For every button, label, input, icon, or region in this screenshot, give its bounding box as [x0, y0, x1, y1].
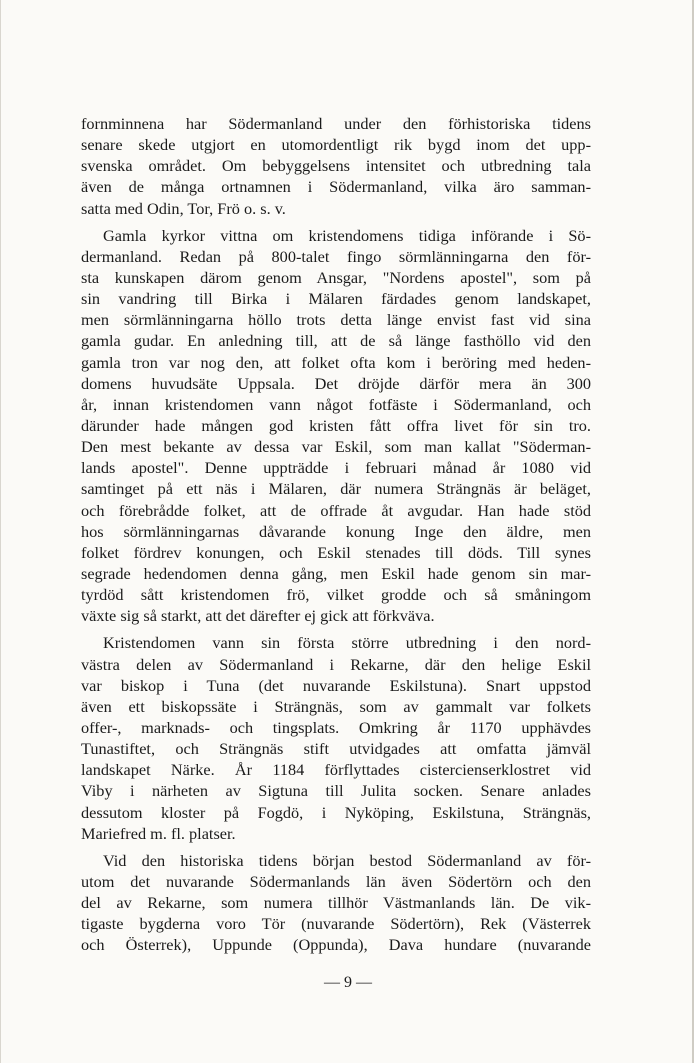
text-line: var biskop i Tuna (det nuvarande Eskilstuna). Snart uppstod	[81, 675, 591, 695]
text-line: därunder hade mången god kristen fått offra livet för sin tro.	[81, 415, 591, 435]
text-line: Viby i närheten av Sigtuna till Julita socken. Senare anlades	[81, 781, 591, 801]
text-line: växte sig så starkt, att det därefter ej gick att förkväva.	[81, 606, 435, 626]
text-line: segrade hedendomen denna gång, men Eskil hade genom sin mar-	[81, 563, 591, 583]
paragraph-4	[81, 850, 591, 956]
paragraph-1	[81, 113, 591, 219]
text-line: gamla gudar. En anledning till, att de så länge fasthöllo vid den	[81, 331, 591, 351]
page-number: — 9 —	[324, 974, 372, 991]
text-line: hos sörmlänningarnas dåvarande konung Inge den äldre, men	[81, 521, 591, 541]
text-line: svenska området. Om bebyggelsens intensitet och utbredning tala	[81, 156, 591, 176]
text-line: lands apostel". Denne uppträdde i februari månad år 1080 vid	[81, 458, 591, 478]
text-line: Den mest bekante av dessa var Eskil, som man kallat "Söderman-	[81, 437, 591, 457]
text-line: och förebrådde folket, att de offrade åt avgudar. Han hade stöd	[81, 500, 591, 520]
text-line: dermanland. Redan på 800-talet fingo sörmlänningarna den för-	[81, 246, 591, 266]
paragraph-3	[81, 632, 591, 843]
text-line: gamla tron var nog den, att folket ofta kom i beröring med heden-	[81, 352, 591, 372]
text-line: domens huvudsäte Uppsala. Det dröjde därför mera än 300	[81, 373, 591, 393]
text-line: samtinget på ett näs i Mälaren, där numera Strängnäs är beläget,	[81, 479, 591, 499]
text-line: folket fördrev konungen, och Eskil stenades till döds. Till synes	[81, 542, 591, 562]
paragraph-2	[81, 225, 591, 627]
text-line: utom det nuvarande Södermanlands län även Södertörn och den	[81, 871, 591, 891]
body-text	[81, 113, 591, 961]
text-line: även de många ortnamnen i Södermanland, vilka äro samman-	[81, 177, 591, 197]
text-line: men sörmlänningarna höllo trots detta länge envist fast vid sina	[81, 310, 591, 330]
text-line: fornminnena har Södermanland under den förhistoriska tidens	[81, 114, 591, 133]
text-line: landskapet Närke. År 1184 förflyttades cistercienserklostret vid	[81, 760, 591, 780]
text-line: år, innan kristendomen vann något fotfäste i Södermanland, och	[81, 394, 591, 414]
text-line: senare skede utgjort en utomordentligt rik bygd inom det upp-	[81, 135, 591, 155]
text-line: Kristendomen vann sin första större utbredning i den nord-	[103, 633, 591, 653]
text-line: del av Rekarne, som numera tillhör Västmanlands län. De vik-	[81, 893, 591, 913]
text-line: satta med Odin, Tor, Frö o. s. v.	[81, 198, 286, 218]
text-line: offer-, marknads- och tingsplats. Omkring år 1170 upphävdes	[81, 717, 591, 737]
text-line: tyrdöd sått kristendomen frö, vilket grodde och så småningom	[81, 585, 591, 605]
text-line: sta kunskapen därom genom Ansgar, "Nordens apostel", som på	[81, 267, 591, 287]
text-line: även ett biskopssäte i Strängnäs, som av gammalt var folkets	[81, 696, 591, 716]
text-line: Gamla kyrkor vittna om kristendomens tidiga införande i Sö-	[103, 225, 591, 245]
text-line: Vid den historiska tidens början bestod Södermanland av för-	[103, 850, 591, 870]
text-line: västra delen av Södermanland i Rekarne, där den helige Eskil	[81, 654, 591, 674]
text-line: dessutom kloster på Fogdö, i Nyköping, Eskilstuna, Strängnäs,	[81, 802, 591, 822]
text-line: Mariefred m. fl. platser.	[81, 823, 236, 843]
text-line: och Österrek), Uppunde (Oppunda), Dava hundare (nuvarande	[81, 935, 591, 955]
text-line: sin vandring till Birka i Mälaren färdades genom landskapet,	[81, 289, 591, 309]
text-line: Tunastiftet, och Strängnäs stift utvidgades att omfatta jämväl	[81, 739, 591, 759]
text-line: tigaste bygderna voro Tör (nuvarande Södertörn), Rek (Västerrek	[81, 914, 591, 934]
